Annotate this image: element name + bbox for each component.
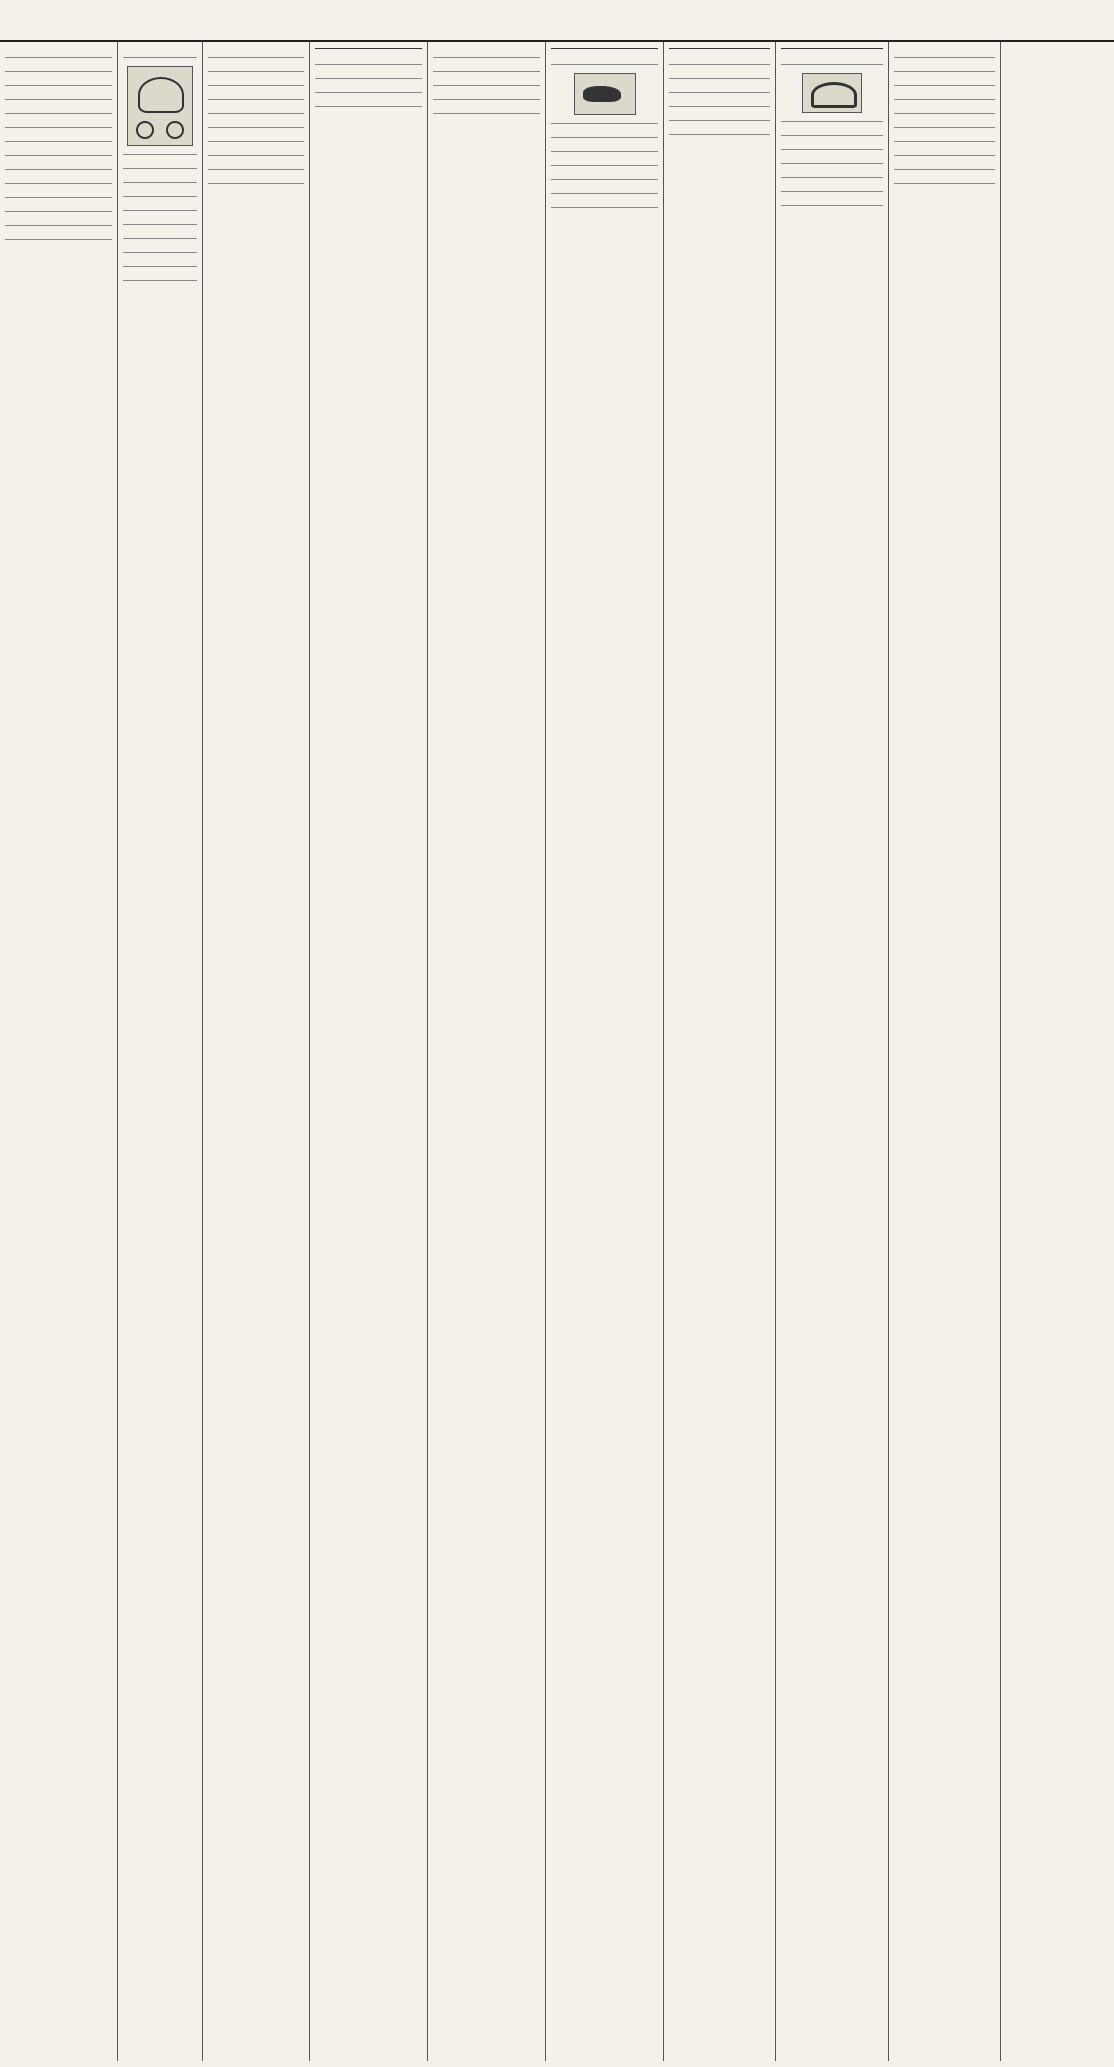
- masthead: [0, 0, 1114, 42]
- advertisement: [669, 95, 770, 107]
- advertisement: [123, 227, 197, 239]
- advertisement: [208, 116, 304, 128]
- advertisement: [315, 95, 422, 107]
- advertisement: [433, 74, 540, 86]
- advertisement: [781, 152, 883, 164]
- advertisement: [123, 185, 197, 197]
- advertisement: [551, 67, 658, 124]
- advertisement: [781, 67, 883, 122]
- column-heading: [315, 46, 422, 49]
- advertisement: [894, 116, 995, 128]
- column-9: [889, 42, 1001, 2061]
- column-heading: [669, 46, 770, 49]
- advertisement: [208, 46, 304, 58]
- column-1: [0, 42, 118, 2061]
- advertisement: [894, 130, 995, 142]
- advertisement: [208, 88, 304, 100]
- advertisement: [669, 81, 770, 93]
- advertisement: [5, 228, 112, 240]
- advertisement: [551, 154, 658, 166]
- advertisement: [781, 180, 883, 192]
- advertisement: [781, 124, 883, 136]
- column-3: [203, 42, 310, 2061]
- advertisement: [669, 67, 770, 79]
- advertisement: [5, 144, 112, 156]
- advertisement: [781, 166, 883, 178]
- advertisement: [894, 60, 995, 72]
- advertisement: [315, 81, 422, 93]
- advertisement: [894, 158, 995, 170]
- advertisement: [433, 60, 540, 72]
- advertisement: [208, 130, 304, 142]
- advertisement: [669, 109, 770, 121]
- advertisement: [123, 157, 197, 169]
- column-5: [428, 42, 546, 2061]
- advertisement: [5, 186, 112, 198]
- advertisement: [123, 213, 197, 225]
- column-2: [118, 42, 203, 2061]
- advertisement: [5, 172, 112, 184]
- advertisement: [5, 200, 112, 212]
- advertisement: [208, 158, 304, 170]
- advertisement: [669, 53, 770, 65]
- advertisement: [5, 102, 112, 114]
- column-heading: [781, 46, 883, 49]
- column-10: [1001, 42, 1114, 2061]
- column-heading: [551, 46, 658, 49]
- advertisement: [894, 88, 995, 100]
- column-7: [664, 42, 776, 2061]
- advertisement: [208, 60, 304, 72]
- column-8: [776, 42, 889, 2061]
- advertisement: [5, 88, 112, 100]
- advertisement: [123, 199, 197, 211]
- advertisement: [5, 60, 112, 72]
- advertisement: [5, 46, 112, 58]
- advertisement: [433, 88, 540, 100]
- advertisement: [669, 123, 770, 135]
- advertisement: [551, 126, 658, 138]
- saddle-illustration: [802, 73, 862, 113]
- advertisement: [894, 172, 995, 184]
- column-6: [546, 42, 664, 2061]
- advertisement: [123, 255, 197, 267]
- advertisement: [123, 60, 197, 155]
- advertisement: [894, 46, 995, 58]
- advertisement: [123, 171, 197, 183]
- horse-illustration: [574, 73, 636, 115]
- advertisement: [5, 158, 112, 170]
- advertisement: [315, 53, 422, 65]
- advertisement: [123, 241, 197, 253]
- advertisement: [5, 74, 112, 86]
- advertisement: [894, 74, 995, 86]
- advertisement: [315, 67, 422, 79]
- advertisement: [781, 53, 883, 65]
- advertisement: [5, 116, 112, 128]
- advertisement: [208, 144, 304, 156]
- advertisement: [781, 138, 883, 150]
- advertisement: [208, 74, 304, 86]
- advertisement: [5, 130, 112, 142]
- advertisement: [433, 102, 540, 114]
- advertisement: [208, 172, 304, 184]
- advertisement: [123, 46, 197, 58]
- advertisement: [5, 214, 112, 226]
- pram-illustration: [127, 66, 193, 146]
- advertisement: [894, 102, 995, 114]
- advertisement: [894, 144, 995, 156]
- advertisement: [551, 182, 658, 194]
- advertisement: [208, 102, 304, 114]
- advertisement: [123, 269, 197, 281]
- advertisement: [551, 168, 658, 180]
- advertisement: [551, 196, 658, 208]
- advertisement: [781, 194, 883, 206]
- advertisement: [551, 53, 658, 65]
- advertisement: [551, 140, 658, 152]
- column-4: [310, 42, 428, 2061]
- advertisement: [433, 46, 540, 58]
